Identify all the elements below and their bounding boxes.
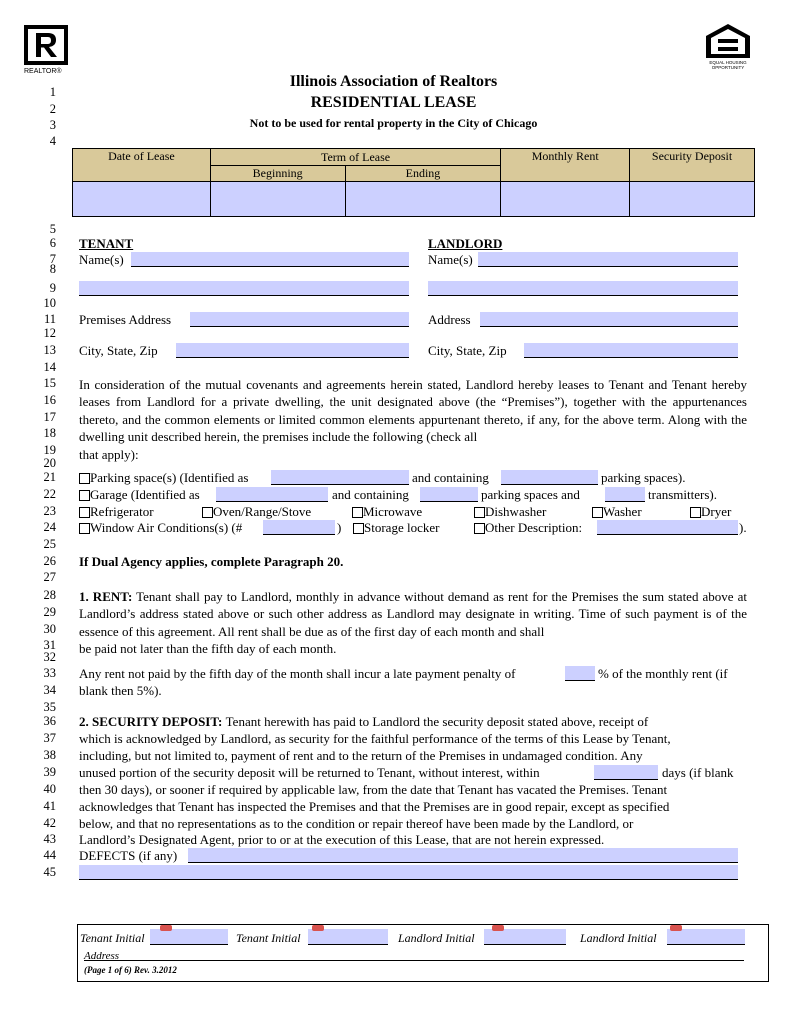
- garage-label: Garage (Identified as: [90, 487, 200, 502]
- microwave-label: Microwave: [363, 504, 423, 519]
- ending-field[interactable]: [345, 182, 501, 217]
- line-number: 31: [43, 638, 56, 652]
- line-number: 34: [43, 683, 56, 697]
- line-number: 45: [43, 865, 56, 879]
- line-number: 12: [43, 326, 56, 340]
- other-description-field[interactable]: [597, 520, 738, 535]
- landlord-names-label: Name(s): [428, 252, 473, 267]
- window-ac-count-field[interactable]: [263, 520, 335, 535]
- line-number: 4: [49, 134, 56, 148]
- date-of-lease-header: Date of Lease: [73, 149, 211, 182]
- parking-containing-label: and containing: [412, 470, 489, 485]
- dual-agency-note: If Dual Agency applies, complete Paragraph 20.: [79, 554, 344, 569]
- equal-housing-text: EQUAL HOUSING OPPORTUNITY: [709, 60, 747, 70]
- oven-checkbox[interactable]: [202, 507, 213, 518]
- rent-heading: 1. RENT:: [79, 589, 133, 604]
- other-label: Other Description:: [485, 520, 583, 535]
- line-number: 28: [43, 588, 56, 602]
- line-number: 43: [43, 832, 56, 846]
- defects-field[interactable]: [188, 848, 738, 863]
- garage-checkbox[interactable]: [79, 490, 90, 501]
- tenant-initial-field-1[interactable]: [150, 929, 228, 945]
- line-number: 33: [43, 666, 56, 680]
- ending-header: Ending: [345, 166, 501, 182]
- term-of-lease-header: Term of Lease: [210, 149, 501, 166]
- line-number: 6: [49, 236, 56, 250]
- beginning-field[interactable]: [210, 182, 345, 217]
- deposit-heading: 2. SECURITY DEPOSIT:: [79, 714, 223, 729]
- refrigerator-label: Refrigerator: [90, 504, 154, 519]
- monthly-rent-header: Monthly Rent: [501, 149, 630, 182]
- late-penalty-text-2: % of the monthly rent (if: [598, 666, 728, 681]
- deposit-line-7: below, and that no representations as to the condition or repair thereof have been made by the Landlord, or: [79, 816, 634, 831]
- line-number: 37: [43, 731, 56, 745]
- parking-count-field[interactable]: [501, 470, 598, 485]
- date-of-lease-field[interactable]: [73, 182, 211, 217]
- defects-field-2[interactable]: [79, 865, 738, 880]
- parking-checkbox[interactable]: [79, 473, 90, 484]
- window-ac-close: ): [337, 520, 342, 535]
- tenant-names-field[interactable]: [131, 252, 409, 267]
- monthly-rent-field[interactable]: [501, 182, 630, 217]
- beginning-header: Beginning: [210, 166, 345, 182]
- storage-checkbox[interactable]: [353, 523, 364, 534]
- deposit-line-1: [79, 714, 648, 729]
- doc-title: RESIDENTIAL LEASE: [310, 94, 477, 111]
- dishwasher-checkbox[interactable]: [474, 507, 485, 518]
- line-number: 10: [43, 296, 56, 310]
- line-number: 14: [43, 360, 56, 374]
- rent-text: Tenant shall pay to Landlord, monthly in advance without demand as rent for the Premises the sum stated above at Landlord’s address stated above or such other address as Landlord may designate in writing. Time of such payment is of the essence of this agreement. All rent shall be due as of the first day of each month and shall: [79, 589, 747, 639]
- tenant-initial-label-1: Tenant Initial: [80, 931, 145, 945]
- realtor-logo: [24, 25, 74, 75]
- tenant-names-field-2[interactable]: [79, 281, 409, 296]
- line-number: 39: [43, 765, 56, 779]
- comment-marker-icon[interactable]: [160, 925, 172, 931]
- line-number: 35: [43, 700, 56, 714]
- window-ac-label: Window Air Conditions(s) (#: [90, 520, 243, 535]
- line-number: 8: [49, 262, 56, 276]
- tenant-city-label: City, State, Zip: [79, 343, 158, 358]
- storage-label: Storage locker: [364, 520, 440, 535]
- line-number: 3: [49, 118, 56, 132]
- washer-checkbox[interactable]: [592, 507, 603, 518]
- line-number: 22: [43, 487, 56, 501]
- line-number: 15: [43, 376, 56, 390]
- late-penalty-field[interactable]: [565, 666, 595, 681]
- line-number: 38: [43, 748, 56, 762]
- line-number: 18: [43, 426, 56, 440]
- intro-text-last: that apply):: [79, 446, 139, 462]
- oven-label: Oven/Range/Stove: [213, 504, 312, 519]
- line-number: 9: [49, 281, 56, 295]
- washer-label: Washer: [603, 504, 642, 519]
- realtor-text: REALTOR®: [24, 68, 62, 75]
- landlord-address-label: Address: [428, 312, 471, 327]
- late-penalty-text-3: blank then 5%).: [79, 683, 162, 698]
- deposit-line-2: which is acknowledged by Landlord, as security for the faithful performance of the terms of this Lease by Tenant,: [79, 731, 671, 746]
- garage-count-field[interactable]: [420, 487, 478, 502]
- line-number: 24: [43, 520, 56, 534]
- tenant-city-field[interactable]: [176, 343, 409, 358]
- landlord-names-field[interactable]: [478, 252, 738, 267]
- org-title: Illinois Association of Realtors: [289, 73, 498, 90]
- garage-containing-label: and containing: [332, 487, 409, 502]
- realtor-r-icon: [24, 25, 68, 65]
- line-number: 23: [43, 504, 56, 518]
- landlord-address-field[interactable]: [480, 312, 738, 327]
- deposit-line-1-text: Tenant herewith has paid to Landlord the security deposit stated above, receipt of: [225, 714, 649, 729]
- dryer-label: Dryer: [701, 504, 732, 519]
- tenant-names-label: Name(s): [79, 252, 124, 267]
- landlord-heading: LANDLORD: [428, 236, 503, 251]
- line-number: 5: [49, 222, 56, 236]
- rent-text-last: be paid not later than the fifth day of each month.: [79, 641, 337, 657]
- deposit-line-3: including, but not limited to, payment of rent and to the return of the Premises in undamaged condition. Any: [79, 748, 643, 763]
- line-number: 27: [43, 570, 56, 584]
- line-number: 13: [43, 343, 56, 357]
- security-deposit-field[interactable]: [630, 182, 755, 217]
- address-label: Address: [84, 950, 120, 962]
- garage-transmitters-label: transmitters).: [648, 487, 717, 502]
- comment-marker-icon[interactable]: [492, 925, 504, 931]
- landlord-initial-field-2[interactable]: [667, 929, 745, 945]
- line-number: 36: [43, 714, 56, 728]
- line-number: 19: [43, 443, 56, 457]
- deposit-days-field[interactable]: [594, 765, 658, 780]
- late-penalty-text: Any rent not paid by the fifth day of the month shall incur a late payment penalty of: [79, 666, 516, 681]
- line-number: 29: [43, 605, 56, 619]
- page-number: (Page 1 of 6) Rev. 3.2012: [84, 965, 177, 975]
- parking-id-field[interactable]: [271, 470, 409, 485]
- defects-label: DEFECTS (if any): [79, 848, 178, 863]
- dryer-checkbox[interactable]: [690, 507, 701, 518]
- other-close: ).: [739, 520, 747, 535]
- line-number: 2: [49, 102, 56, 116]
- parking-spaces-label: parking spaces).: [601, 470, 686, 485]
- line-number: 11: [43, 312, 56, 326]
- lease-terms-table: [72, 148, 755, 217]
- line-number: 30: [43, 622, 56, 636]
- premises-address-field[interactable]: [190, 312, 409, 327]
- landlord-initial-field-1[interactable]: [484, 929, 566, 945]
- line-number: 16: [43, 393, 56, 407]
- line-number: 40: [43, 782, 56, 796]
- parking-label: Parking space(s) (Identified as: [90, 470, 249, 485]
- landlord-initial-label-2: Landlord Initial: [580, 931, 657, 945]
- security-deposit-header: Security Deposit: [630, 149, 755, 182]
- line-number: 41: [43, 799, 56, 813]
- intro-paragraph: [79, 376, 747, 463]
- doc-subtitle: Not to be used for rental property in the City of Chicago: [249, 116, 538, 130]
- tenant-initial-label-2: Tenant Initial: [236, 931, 301, 945]
- address-line: [84, 960, 744, 961]
- other-checkbox[interactable]: [474, 523, 485, 534]
- garage-transmitters-field[interactable]: [605, 487, 645, 502]
- tenant-heading: TENANT: [79, 236, 134, 251]
- equal-housing-icon: [702, 22, 754, 60]
- deposit-line-4-end: days (if blank: [662, 765, 734, 780]
- line-number: 7: [49, 252, 56, 266]
- line-number: 25: [43, 537, 56, 551]
- equal-housing-logo: [700, 22, 756, 70]
- landlord-names-field-2[interactable]: [428, 281, 738, 296]
- line-number: 32: [43, 650, 56, 664]
- microwave-checkbox[interactable]: [352, 507, 363, 518]
- line-number: 42: [43, 816, 56, 830]
- tenant-initial-field-2[interactable]: [308, 929, 388, 945]
- deposit-line-6: acknowledges that Tenant has inspected the Premises and that the Premises are in good repair, except as specified: [79, 799, 670, 814]
- landlord-initial-label-1: Landlord Initial: [398, 931, 475, 945]
- deposit-line-5: then 30 days), or sooner if required by applicable law, from the date that Tenant has vacated the Premises. Tenant: [79, 782, 668, 797]
- comment-marker-icon[interactable]: [670, 925, 682, 931]
- comment-marker-icon[interactable]: [312, 925, 324, 931]
- line-number: 26: [43, 554, 56, 568]
- deposit-line-4: unused portion of the security deposit will be returned to Tenant, without interest, within: [79, 765, 540, 780]
- line-number: 17: [43, 410, 56, 424]
- intro-text: In consideration of the mutual covenants and agreements herein stated, Landlord hereby leases to Tenant and Tenant hereby leases from Landlord for a private dwelling, the unit designated above (the “Premises”), together with the appurtenances thereto, and the common elements or limited common elements appurtenant thereto, if any, for the above term. Along with the dwelling unit described herein, the premises include the following (check all: [79, 377, 747, 445]
- landlord-city-label: City, State, Zip: [428, 343, 507, 358]
- line-number: 1: [49, 85, 56, 99]
- refrigerator-checkbox[interactable]: [79, 507, 90, 518]
- rent-paragraph: [79, 588, 747, 658]
- line-number: 44: [43, 848, 56, 862]
- window-ac-checkbox[interactable]: [79, 523, 90, 534]
- dishwasher-label: Dishwasher: [485, 504, 547, 519]
- garage-spaces-label: parking spaces and: [481, 487, 580, 502]
- line-number: 21: [43, 470, 56, 484]
- line-number: 20: [43, 456, 56, 470]
- landlord-city-field[interactable]: [524, 343, 738, 358]
- garage-id-field[interactable]: [216, 487, 328, 502]
- premises-address-label: Premises Address: [79, 312, 172, 327]
- deposit-line-8: Landlord’s Designated Agent, prior to or at the execution of this Lease, that are not herein expressed.: [79, 832, 605, 847]
